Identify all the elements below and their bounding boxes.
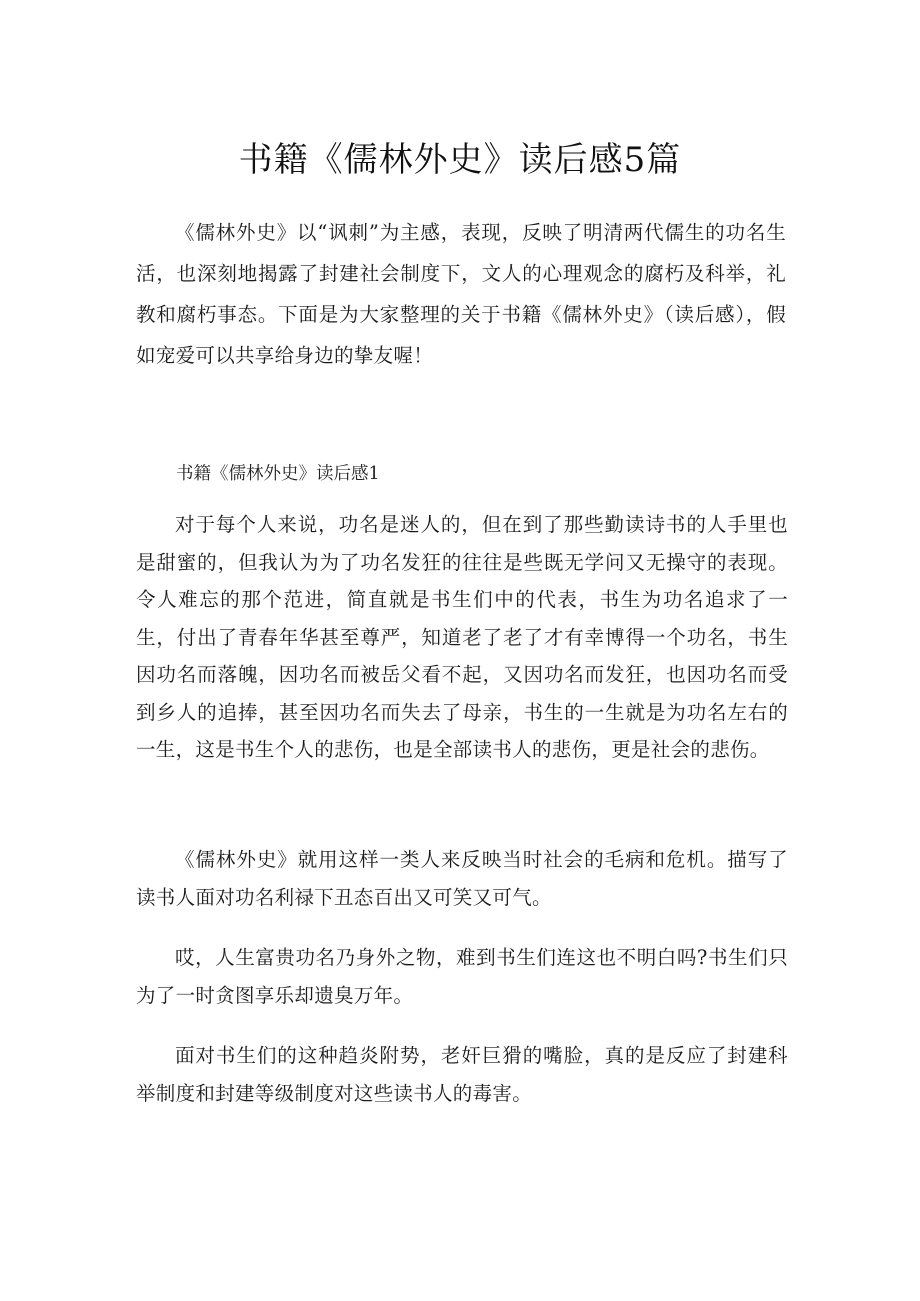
intro-paragraph: 《儒林外史》以“讽刺”为主感，表现，反映了明清两代儒生的功名生活，也深刻地揭露了封建社会制度下，文人的心理观念的腐朽及科举，礼教和腐朽事态。下面是为大家整理的关于书籍《儒林外史》（读后感），假如宠爱可以共享给身边的挚友喔！ — [136, 221, 786, 367]
document-title: 书籍《儒林外史》读后感5篇 — [238, 140, 682, 180]
body-paragraph: 哎，人生富贵功名乃身外之物，难到书生们连这也不明白吗?书生们只为了一时贪图享乐却遗臭万年。 — [136, 946, 788, 1007]
body-paragraph: 对于每个人来说，功名是迷人的，但在到了那些勤读诗书的人手里也是甜蜜的，但我认为为了功名发狂的往往是些既无学问又无操守的表现。令人难忘的那个范进，简直就是书生们中的代表，书生为功名追求了一生，付出了青春年华甚至尊严，知道老了老了才有幸博得一个功名，书生因功名而落魄，因功名而被岳父看不起，又因功名而发狂，也因功名而受到乡人的追捧，甚至因功名而失去了母亲，书生的一生就是为功名左右的一生，这是书生个人的悲伤，也是全部读书人的悲伤，更是社会的悲伤。 — [136, 513, 788, 761]
body-paragraph: 面对书生们的这种趋炎附势，老奸巨猾的嘴脸，真的是反应了封建科举制度和封建等级制度对这些读书人的毒害。 — [136, 1044, 788, 1105]
section-heading: 书籍《儒林外史》读后感1 — [176, 464, 380, 484]
body-paragraph: 《儒林外史》就用这样一类人来反映当时社会的毛病和危机。描写了读书人面对功名利禄下丑态百出又可笑又可气。 — [136, 848, 788, 909]
